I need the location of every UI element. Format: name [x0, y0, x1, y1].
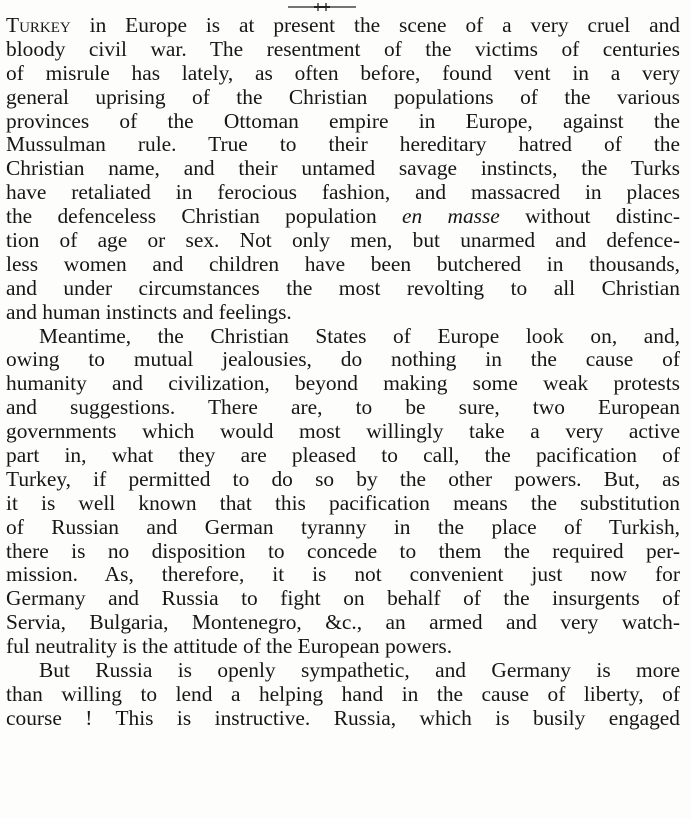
line-text: the defenceless Christian population — [6, 204, 402, 229]
text-line: and suggestions. There are, to be sure, two European — [6, 395, 680, 420]
text-line: But Russia is openly sympathetic, and Germany is more — [39, 658, 680, 683]
text-line — [6, 205, 680, 229]
line-text: in Europe is at present the scene of a very cruel and — [70, 13, 680, 37]
text-line: and under circumstances the most revolting to all Christian — [6, 275, 680, 300]
text-line: governments which would most willingly take a very active — [6, 419, 680, 444]
text-line: of misrule has lately, as often before, found vent in a very — [6, 60, 680, 85]
text-line: Germany and Russia to fight on behalf of the insurgents of — [6, 586, 680, 611]
text-line: Meantime, the Christian States of Europe look on, and, — [39, 323, 680, 348]
text-line: Mussulman rule. True to their hereditary hatred of the — [6, 132, 680, 157]
paragraph-2 — [6, 325, 680, 659]
text-line: have retaliated in ferocious fashion, and massacred in places — [6, 180, 680, 205]
text-line: of Russian and German tyranny in the place of Turkish, — [6, 514, 680, 539]
text-line: course ! This is instructive. Russia, which is busily engaged — [6, 705, 680, 730]
text-line: part in, what they are pleased to call, the pacification of — [6, 443, 680, 468]
text-line: less women and children have been butchered in thousands, — [6, 251, 680, 276]
text-line: ful neutrality is the attitude of the European powers. — [6, 634, 453, 659]
article-body — [6, 14, 680, 731]
text-line: Turkey, if permitted to do so by the other powers. But, as — [6, 466, 680, 491]
text-line: than willing to lend a helping hand in the cause of liberty, of — [6, 681, 680, 706]
text-line: owing to mutual jealousies, do nothing in the cause of — [6, 347, 680, 372]
text-line: it is well known that this pacification means the substitution — [6, 490, 680, 515]
text-line: general uprising of the Christian populations of the various — [6, 84, 680, 109]
text-line: Servia, Bulgaria, Montenegro, &c., an armed and very watch- — [6, 610, 680, 635]
header-rule-ornament — [288, 2, 356, 12]
text-line: Christian name, and their untamed savage instincts, the Turks — [6, 156, 680, 181]
paragraph-3 — [6, 659, 680, 731]
line-text: without distinc- — [499, 204, 680, 229]
text-line — [6, 14, 680, 38]
text-line: humanity and civilization, beyond making some weak protests — [6, 371, 680, 396]
text-line: mission. As, therefore, it is not convenient just now for — [6, 562, 680, 587]
lead-word: Turkey — [6, 13, 71, 37]
italic-phrase: en masse — [401, 204, 500, 229]
rule-ornament-icon — [288, 2, 356, 12]
text-line: provinces of the Ottoman empire in Europe, against the — [6, 108, 680, 133]
text-line: there is no disposition to concede to them the required per- — [6, 538, 680, 563]
text-line: bloody civil war. The resentment of the victims of centuries — [6, 36, 680, 61]
text-line: tion of age or sex. Not only men, but unarmed and defence- — [6, 228, 680, 253]
text-line: and human instincts and feelings. — [6, 299, 292, 324]
paragraph-1 — [6, 14, 680, 325]
